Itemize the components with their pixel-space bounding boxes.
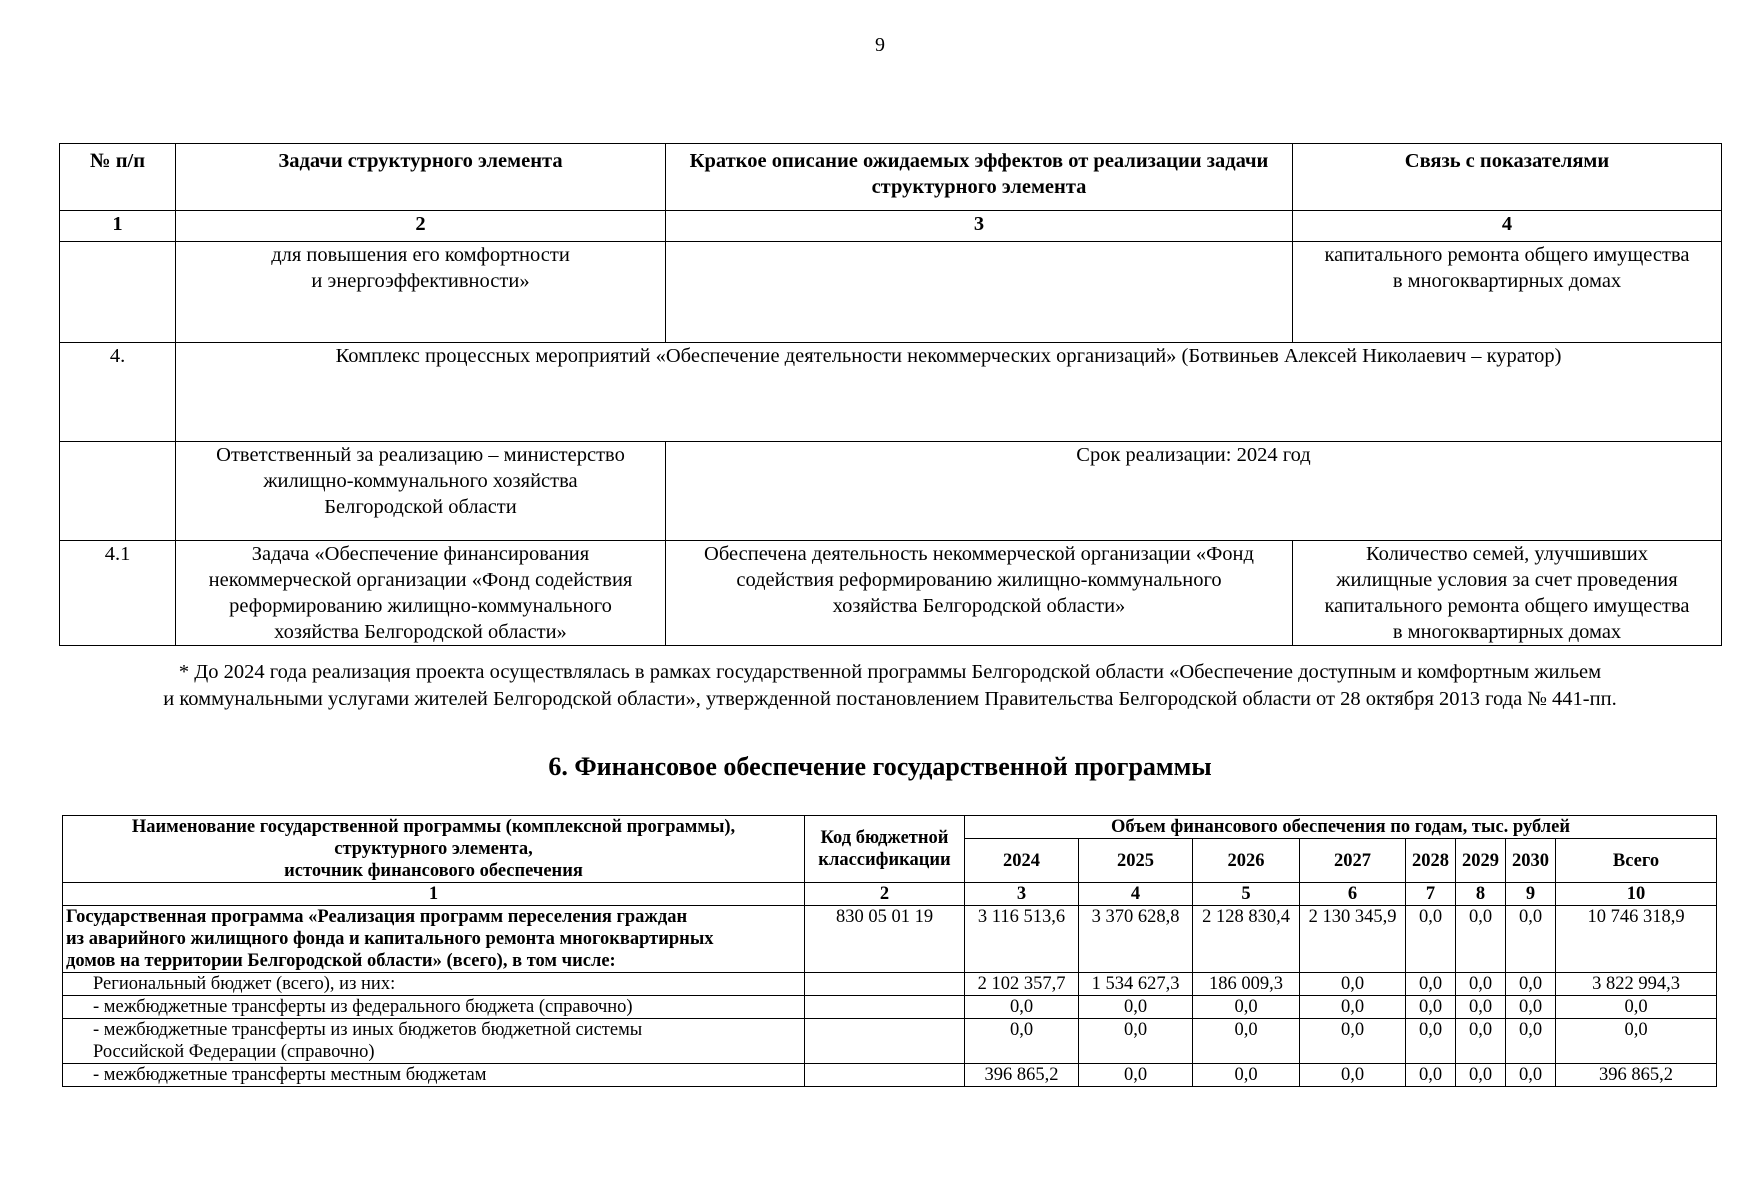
- header-effects: Краткое описание ожидаемых эффектов от реализации задачи структурного элемента: [666, 144, 1293, 211]
- row-value: 0,0: [965, 996, 1079, 1019]
- cell-link: капитального ремонта общего имущества в многоквартирных домах: [1293, 242, 1722, 343]
- row-value: 1 534 627,3: [1079, 973, 1193, 996]
- cell-responsible: Ответственный за реализацию – министерство жилищно-коммунального хозяйства Белгородской области: [176, 442, 666, 541]
- row-value: 0,0: [1456, 973, 1506, 996]
- row-value: 2 128 830,4: [1193, 906, 1300, 973]
- row-total: 0,0: [1556, 996, 1717, 1019]
- row-code: [805, 1019, 965, 1064]
- cell-number: 4.1: [60, 541, 176, 646]
- header-year: 2025: [1079, 839, 1193, 883]
- row-value: 0,0: [1456, 1064, 1506, 1087]
- col-number: 1: [63, 883, 805, 906]
- header-year: 2029: [1456, 839, 1506, 883]
- row-value: 0,0: [1079, 1019, 1193, 1064]
- footnote: * До 2024 года реализация проекта осуществлялась в рамках государственной программы Белгородской области «Обеспечение доступным и комфортным жильем и коммунальными услугами жителей Белгородской области», утвержденной постановлением Правительства Белгородской области от 28 октября 2013 года № 441-пп.: [163, 661, 1617, 710]
- finance-table: [62, 815, 1717, 1087]
- row-value: 0,0: [1300, 1064, 1406, 1087]
- col-number: 6: [1300, 883, 1406, 906]
- row-value: 0,0: [1506, 1019, 1556, 1064]
- header-number: № п/п: [60, 144, 176, 211]
- table-row: [60, 541, 1722, 646]
- row-value: 0,0: [1406, 1019, 1456, 1064]
- row-value: 0,0: [1300, 996, 1406, 1019]
- table-header-row: [60, 144, 1722, 211]
- row-value: 0,0: [1406, 906, 1456, 973]
- row-value: 0,0: [1406, 996, 1456, 1019]
- row-name: - межбюджетные трансферты из иных бюджетов бюджетной системы Российской Федерации (справочно): [63, 1019, 805, 1064]
- header-name: Наименование государственной программы (комплексной программы), структурного элемента, источник финансового обеспечения: [63, 816, 805, 883]
- cell-effect: Обеспечена деятельность некоммерческой организации «Фонд содействия реформированию жилищно-коммунального хозяйства Белгородской области»: [666, 541, 1293, 646]
- row-name: - межбюджетные трансферты из федерального бюджета (справочно): [63, 996, 805, 1019]
- header-year: 2030: [1506, 839, 1556, 883]
- col-number: 9: [1506, 883, 1556, 906]
- row-value: 186 009,3: [1193, 973, 1300, 996]
- header-code: Код бюджетной классификации: [805, 816, 965, 883]
- row-name: Региональный бюджет (всего), из них:: [63, 973, 805, 996]
- row-value: 0,0: [1506, 996, 1556, 1019]
- header-year: 2024: [965, 839, 1079, 883]
- cell-number: 4.: [60, 343, 176, 442]
- row-value: 0,0: [965, 1019, 1079, 1064]
- table-row: [63, 973, 1717, 996]
- table-row: [63, 996, 1717, 1019]
- row-value: 0,0: [1456, 996, 1506, 1019]
- col-number: 2: [176, 211, 666, 242]
- cell-link: Количество семей, улучшивших жилищные условия за счет проведения капитального ремонта общего имущества в многоквартирных домах: [1293, 541, 1722, 646]
- row-value: 0,0: [1506, 1064, 1556, 1087]
- row-value: 0,0: [1193, 996, 1300, 1019]
- header-volume: Объем финансового обеспечения по годам, тыс. рублей: [965, 816, 1717, 839]
- cell-term: Срок реализации: 2024 год: [666, 442, 1722, 541]
- col-number: 7: [1406, 883, 1456, 906]
- col-number: 3: [965, 883, 1079, 906]
- row-value: 0,0: [1300, 1019, 1406, 1064]
- row-value: 0,0: [1506, 973, 1556, 996]
- col-number: 8: [1456, 883, 1506, 906]
- row-value: 2 102 357,7: [965, 973, 1079, 996]
- header-indicators: Связь с показателями: [1293, 144, 1722, 211]
- col-number: 10: [1556, 883, 1717, 906]
- row-value: 396 865,2: [965, 1064, 1079, 1087]
- row-value: 2 130 345,9: [1300, 906, 1406, 973]
- table-row: [63, 906, 1717, 973]
- col-number: 2: [805, 883, 965, 906]
- row-value: 0,0: [1300, 973, 1406, 996]
- row-total: 0,0: [1556, 1019, 1717, 1064]
- table-header-row: [63, 816, 1717, 839]
- row-value: 0,0: [1193, 1019, 1300, 1064]
- table-row: [60, 343, 1722, 442]
- row-value: 0,0: [1456, 906, 1506, 973]
- row-total: 10 746 318,9: [1556, 906, 1717, 973]
- tasks-table: [59, 143, 1722, 646]
- table-row: [60, 242, 1722, 343]
- row-value: 3 370 628,8: [1079, 906, 1193, 973]
- page-number: 9: [875, 34, 885, 56]
- row-name: Государственная программа «Реализация программ переселения граждан из аварийного жилищного фонда и капитального ремонта многоквартирных домов на территории Белгородской области» (всего), в том числе:: [63, 906, 805, 973]
- header-year: 2026: [1193, 839, 1300, 883]
- row-value: 0,0: [1406, 973, 1456, 996]
- col-number: 3: [666, 211, 1293, 242]
- row-code: [805, 973, 965, 996]
- cell-empty: [60, 242, 176, 343]
- row-value: 3 116 513,6: [965, 906, 1079, 973]
- cell-task: Задача «Обеспечение финансирования некоммерческой организации «Фонд содействия реформированию жилищно-коммунального хозяйства Белгородской области»: [176, 541, 666, 646]
- col-number: 5: [1193, 883, 1300, 906]
- row-value: 0,0: [1193, 1064, 1300, 1087]
- header-year: 2028: [1406, 839, 1456, 883]
- table-row: [63, 1064, 1717, 1087]
- row-total: 396 865,2: [1556, 1064, 1717, 1087]
- row-value: 0,0: [1079, 996, 1193, 1019]
- column-number-row: [63, 883, 1717, 906]
- row-value: 0,0: [1406, 1064, 1456, 1087]
- row-value: 0,0: [1079, 1064, 1193, 1087]
- row-value: 0,0: [1456, 1019, 1506, 1064]
- cell-section: Комплекс процессных мероприятий «Обеспечение деятельности некоммерческих организаций» (Ботвиньев Алексей Николаевич – куратор): [176, 343, 1722, 442]
- cell-task: для повышения его комфортности и энергоэффективности»: [176, 242, 666, 343]
- header-tasks: Задачи структурного элемента: [176, 144, 666, 211]
- cell-empty: [60, 442, 176, 541]
- col-number: 4: [1079, 883, 1193, 906]
- header-total: Всего: [1556, 839, 1717, 883]
- row-code: [805, 996, 965, 1019]
- table-row: [60, 442, 1722, 541]
- row-code: [805, 1064, 965, 1087]
- col-number: 1: [60, 211, 176, 242]
- row-total: 3 822 994,3: [1556, 973, 1717, 996]
- table-row: [63, 1019, 1717, 1064]
- header-year: 2027: [1300, 839, 1406, 883]
- row-value: 0,0: [1506, 906, 1556, 973]
- cell-empty: [666, 242, 1293, 343]
- column-number-row: [60, 211, 1722, 242]
- row-name: - межбюджетные трансферты местным бюджетам: [63, 1064, 805, 1087]
- col-number: 4: [1293, 211, 1722, 242]
- row-code: 830 05 01 19: [805, 906, 965, 973]
- section-title: 6. Финансовое обеспечение государственной программы: [548, 752, 1212, 781]
